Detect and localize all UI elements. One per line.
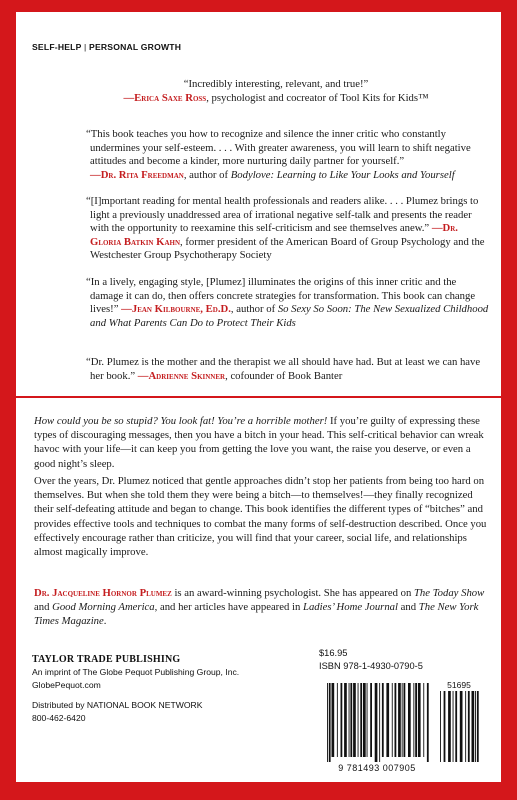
distributor-phone: 800-462-6420 (32, 713, 86, 723)
publisher-info (32, 653, 239, 725)
distributor: Distributed by NATIONAL BOOK NETWORK (32, 700, 203, 710)
barcode-bar (367, 683, 368, 757)
publisher-website: GlobePequot.com (32, 680, 101, 690)
endorsement-quote: “Incredibly interesting, relevant, and true!” —Erica Saxe Ross, psychologist and cocreator of Tool Kits for Kids™ (76, 78, 476, 105)
barcode-bar (344, 683, 347, 757)
endorsement-quote: “[I]mportant reading for mental health professionals and readers alike. . . . Plumez brings to light a previously unaddressed area of irrational negative self-talk and presents the reader with the opportunity to reexamine this self-criticism and see themselves anew.” —Dr. Gloria Batkin Kahn, former president of the American Board of Group Psychology and the Westchester Group Psychotherapy Society (86, 195, 485, 262)
book-title: So Sexy So Soon: The New Sexualized Childhood and What Parents Can Do to Protect Their Kids (90, 303, 489, 329)
barcode-bar (477, 691, 479, 762)
barcode-bar (392, 683, 393, 757)
author-name: Dr. Jacqueline Hornor Plumez (34, 587, 172, 599)
barcode-bar (408, 683, 411, 757)
barcode-addon-number: 51695 (447, 680, 471, 690)
author-bio: Dr. Jacqueline Hornor Plumez is an award-winning psychologist. She has appeared on The Today Show and Good Morning America, and her articles have appeared in Ladies’ Home Journal and The New York Times Magazine. (34, 587, 485, 628)
isbn: ISBN 978-1-4930-0790-5 (319, 661, 423, 671)
category-label: SELF-HELP | PERSONAL GROWTH (32, 42, 182, 52)
book-title: Bodylove: Learning to Like Your Looks and Yourself (230, 168, 455, 181)
barcode-bar (375, 683, 378, 762)
barcode-bar (402, 683, 403, 757)
barcode-bar (413, 683, 414, 757)
barcode-bar (415, 683, 417, 757)
endorser-name: Dr. Gloria Batkin Kahn (90, 222, 458, 248)
price: $16.95 (319, 648, 348, 658)
endorser-name: Adrienne Skinner (148, 369, 226, 382)
barcode-bar (465, 691, 466, 762)
barcode-bar (358, 683, 359, 757)
barcode-bar (382, 683, 384, 757)
endorsement-quote: “Dr. Plumez is the mother and the therapist we all should have had. But at least we can have her book.” —Adrienne Skinner, cofounder of Book Banter (86, 356, 481, 382)
barcode-bar (475, 691, 476, 762)
barcode-number: 9 781493 007905 (338, 763, 416, 773)
endorser-name: Jean Kilbourne, Ed.D. (131, 303, 231, 316)
section-divider (16, 396, 501, 398)
barcode-bar (472, 691, 475, 762)
isbn-barcode (319, 679, 489, 775)
barcode-bar (379, 683, 380, 762)
barcode-bar (386, 683, 389, 757)
barcode-bar (350, 683, 352, 757)
barcode-bar (460, 691, 463, 762)
barcode-bar (327, 683, 328, 762)
description-paragraph: Over the years, Dr. Plumez noticed that gentle approaches didn’t stop her patients from being too hard on themselves. But when she told them they were being a bitch—to themselves!—they finally recognized their self-defeating attitude and began to change. This book identifies the different types of “bitches” and provides effective tools and techniques to combat the many forms of self-destruction described. Once you effectively encourage rather than criticize, you will find that your career, social life, and relationships almost magically improve. (34, 475, 487, 559)
barcode-bar (440, 691, 441, 762)
barcode-bar (395, 683, 397, 757)
publisher-imprint: An imprint of The Globe Pequot Publishing Group, Inc. (32, 667, 240, 677)
barcode-bar (398, 683, 401, 757)
endorsement-quote: “This book teaches you how to recognize and silence the inner critic who constantly undermines your self-esteem. . . . With greater awareness, you will learn to shift negative attitudes and become a kinder, more nurturing daily partner for yourself.” —Dr. Rita Freedman, author of Bodylove: Learning to Like Your Looks and Yourself (86, 128, 471, 181)
barcode-bar (337, 683, 338, 757)
barcode-bar (468, 691, 470, 762)
barcode-bar (329, 683, 331, 762)
barcode-bar (353, 683, 356, 757)
publisher-name: TAYLOR TRADE PUBLISHING (32, 654, 181, 665)
endorsement-quote: “In a lively, engaging style, [Plumez] illuminates the origins of this inner critic and the damage it can do, then offers concrete strategies for transformation. This book can change lives!” —Jean Kilbourne, Ed.D., author of So Sexy So Soon: The New Sexualized Childhood and What Parents Can Do to Protect Their Kids (86, 276, 489, 329)
cover-panel (16, 12, 501, 782)
barcode-bar (423, 683, 424, 757)
barcode-bar (455, 691, 457, 762)
barcode-bar (453, 691, 454, 762)
barcode-bar (444, 691, 446, 762)
barcode-bar (341, 683, 343, 757)
barcode-bar (418, 683, 421, 757)
quote-attribution: —Erica Saxe Ross, psychologist and cocreator of Tool Kits for Kids™ (123, 91, 429, 104)
barcode-bar (360, 683, 362, 757)
barcode-bar (363, 683, 366, 757)
endorser-name: Dr. Rita Freedman (100, 168, 184, 181)
price-isbn-block (319, 647, 423, 673)
barcode-bar (404, 683, 406, 757)
barcode-bar (448, 691, 451, 762)
endorser-name: Erica Saxe Ross (134, 91, 207, 104)
barcode-bar (427, 683, 429, 762)
barcode-bar (332, 683, 335, 757)
description-paragraph: How could you be so stupid? You look fat! You’re a horrible mother! If you’re guilty of expressing these types of discouraging messages, then you have a bitch in your head. This self-critical behavior can wreak havoc with your life—it can keep you from getting the love you want, the raise you deserve, or even a good night’s sleep. (34, 415, 484, 470)
barcode-bar (349, 683, 350, 757)
barcode-bar (370, 683, 372, 757)
